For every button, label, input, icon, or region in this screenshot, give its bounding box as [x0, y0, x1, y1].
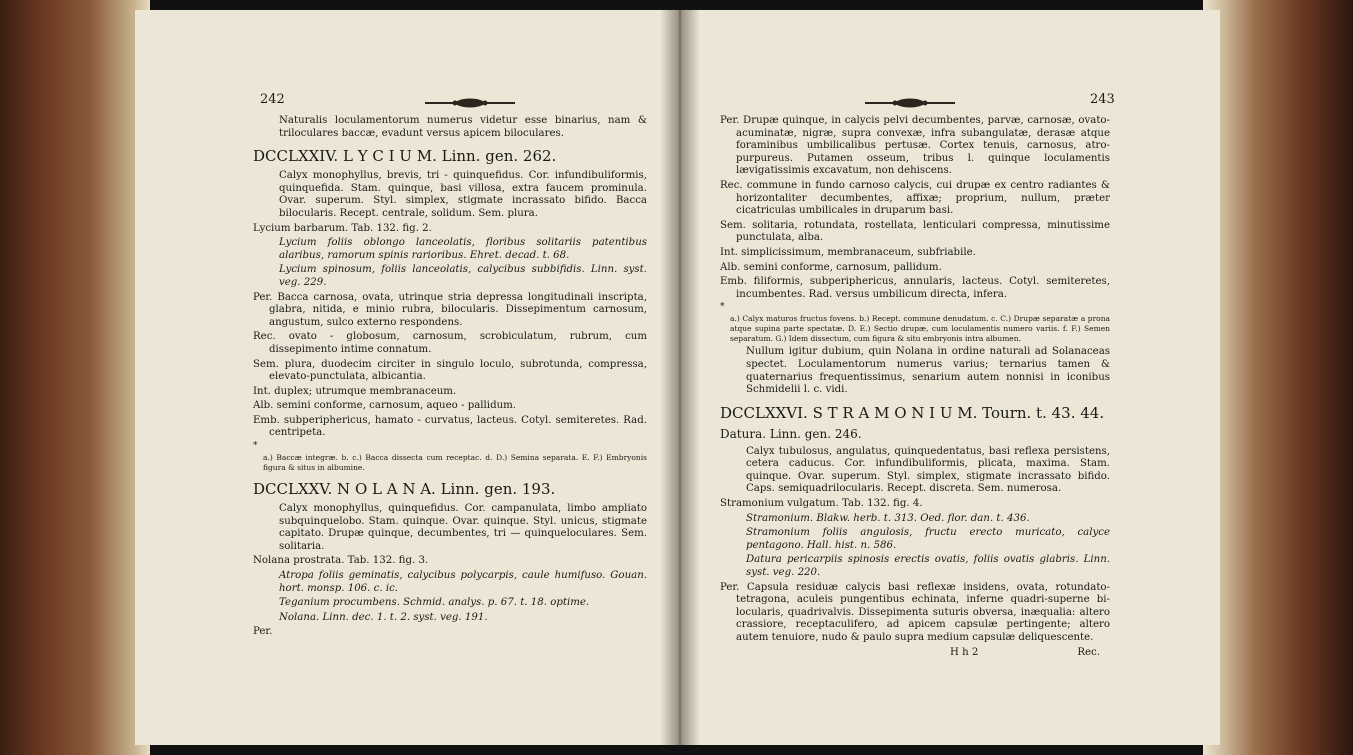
- nolana-remark: Nullum igitur dubium, quin Nolana in ordine naturali ad Solanaceas spectet. Loculamentorum numerus varius; ternarius tamen & quaternarius frequentissimus, senarium autem nonnisi in iconibus Schmidelii l. c. vidi.: [746, 346, 1110, 396]
- stramonium-species: Stramonium vulgatum. Tab. 132. fig. 4.: [720, 498, 923, 510]
- lycium-emb: Emb. subperiphericus, hamato - curvatus, lacteus. Cotyl. semiteretes. Rad. centripeta.: [253, 414, 647, 439]
- lycium-synonym-1: Lycium foliis oblongo lanceolatis, floribus solitariis patentibus alaribus, ramorum spinis rarioribus. Ehret. decad. t. 68.: [279, 237, 647, 261]
- lycium-sem: Sem. plura, duodecim circiter in singulo loculo, subrotunda, compressa, elevato-punctulata, albicantia.: [253, 358, 647, 383]
- nolana-emb: Emb. filiformis, subperiphericus, annularis, lacteus. Cotyl. semiteretes, incumbentes. Rad. versus umbilicum directa, infera.: [720, 276, 1110, 300]
- right-book-edge: [1203, 0, 1353, 755]
- left-book-edge: [0, 0, 150, 755]
- header-ornament-icon-right: [865, 98, 955, 108]
- catchword-right: Rec.: [1077, 646, 1100, 658]
- intro-text: Naturalis loculamentorum numerus videtur esse binarius, nam & triloculares baccæ, evadunt versus apicem biloculares.: [279, 115, 647, 139]
- book-gutter: [660, 10, 700, 745]
- stramonium-synonym-1: Stramonium. Blakw. herb. t. 313. Oed. flor. dan. t. 436.: [746, 512, 1030, 524]
- header-ornament-icon: [425, 98, 515, 108]
- nolana-alb: Alb. semini conforme, carnosum, pallidum.: [720, 261, 942, 273]
- lycium-alb: Alb. semini conforme, carnosum, aqueo - pallidum.: [253, 400, 517, 412]
- catchword-left: Per.: [253, 626, 273, 638]
- page-number-left: 242: [260, 92, 285, 107]
- nolana-heading: DCCLXXV. N O L A N A. Linn. gen. 193.: [253, 480, 556, 499]
- nolana-synonym-3: Nolana. Linn. dec. 1. t. 2. syst. veg. 191.: [279, 611, 488, 623]
- stramonium-subheading: Datura. Linn. gen. 246.: [720, 426, 862, 441]
- stramonium-heading: DCCLXXVI. S T R A M O N I U M. Tourn. t. 43. 44.: [720, 403, 1105, 422]
- stramonium-synonym-3: Datura pericarpiis spinosis erectis ovatis, foliis ovatis glabris. Linn. syst. veg. 220.: [746, 554, 1110, 579]
- page-footer: [720, 647, 1110, 660]
- nolana-rec: Rec. commune in fundo carnoso calycis, cui drupæ ex centro radiantes & horizontaliter decumbentes, affixæ; proprium, nullum, præter cicatriculas umbilicales in druparum basi.: [720, 179, 1110, 217]
- lycium-int: Int. duplex; utrumque membranaceum.: [253, 385, 457, 397]
- nolana-synonym-1: Atropa foliis geminatis, calycibus polycarpis, caule humifuso. Gouan. hort. monsp. 106. c. ic.: [279, 570, 647, 594]
- lycium-description: Calyx monophyllus, brevis, tri - quinquefidus. Cor. infundibuliformis, quinquefida. Stam. quinque, basi villosa, extra faucem prominula. Ovar. superum. Styl. simplex, stigmate incrassato bifido. Bacca bilocularis. Recept. centrale, solidum. Sem. plura.: [279, 170, 647, 219]
- signature-mark: H h 2: [950, 646, 979, 658]
- nolana-sem: Sem. solitaria, rotundata, rostellata, lenticulari compressa, minutissime punctulata, alba.: [720, 219, 1110, 244]
- left-page: [135, 10, 675, 745]
- nolana-per: Per. Drupæ quinque, in calycis pelvi decumbentes, parvæ, carnosæ, ovato-acuminatæ, nigræ, supra convexæ, infra subangulatæ, derasæ atque foraminibus umbilicalibus pertusæ. Cortex tenuis, carnosus, atro-purpureus. Putamen osseum, tribus l. quinque loculamentis lævigatissimis excavatum, non dehiscens.: [720, 115, 1110, 177]
- section-star-right: *: [720, 302, 725, 313]
- nolana-description: Calyx monophyllus, quinquefidus. Cor. campanulata, limbo ampliato subquinquelobo. Stam. quinque. Ovar. quinque. Styl. unicus, stigmate capitato. Drupæ quinque, decumbentes, tri — quinqueloculares. Sem. solitaria.: [279, 503, 647, 552]
- stramonium-description: Calyx tubulosus, angulatus, quinquedentatus, basi reflexa persistens, cetera caducus. Cor. infundibuliformis, plicata, maxima. Stam. quinque. Ovar. superum. Styl. simplex, stigmate incrassato bifido. Caps. semiquadrilocularis. Recept. discreta. Sem. numerosa.: [746, 445, 1110, 495]
- stramonium-synonym-2: Stramonium foliis angulosis, fructu erecto muricato, calyce pentagono. Hall. hist. n. 586.: [746, 527, 1110, 551]
- nolana-figure-note: a.) Calyx maturos fructus fovens. b.) Recept. commune denudatum. c. C.) Drupæ separatæ a prona atque supina parte spectatæ. D. E.) Sectio drupæ, cum loculamentis numero variis. f. F.) Semen separatum. G.) Idem dissectum, cum figura & situ embryonis intra albumen.: [730, 314, 1110, 344]
- lycium-species: Lycium barbarum. Tab. 132. fig. 2.: [253, 222, 432, 234]
- page-number-right: 243: [1090, 92, 1115, 107]
- lycium-heading: DCCLXXIV. L Y C I U M. Linn. gen. 262.: [253, 147, 557, 166]
- stramonium-per: Per. Capsula residuæ calycis basi reflexæ insidens, ovata, rotundato-tetragona, aculeis pungentibus echinata, inferne quadri-superne bi-locularis, quadrivalvis. Dissepimenta suturis obversa, inæqualia: altero crassiore, receptaculifero, ad apicem capsulæ pertingente; altero autem tenuiore, nudo & paulo supra medium capsulæ deliquescente.: [720, 581, 1110, 643]
- lycium-figure-note: a.) Baccæ integræ. b. c.) Bacca dissecta cum receptac. d. D.) Semina separata. E. F.) Embryonis figura & situs in albumine.: [263, 453, 647, 473]
- nolana-int: Int. simplicissimum, membranaceum, subfriabile.: [720, 246, 976, 258]
- lycium-rec: Rec. ovato - globosum, carnosum, scrobiculatum, rubrum, cum dissepimento intime connatum.: [253, 331, 647, 355]
- right-page: [680, 10, 1220, 745]
- nolana-synonym-2: Teganium procumbens. Schmid. analys. p. 67. t. 18. optime.: [279, 597, 590, 609]
- section-star: *: [253, 441, 258, 452]
- nolana-species: Nolana prostrata. Tab. 132. fig. 3.: [253, 555, 429, 567]
- lycium-synonym-2: Lycium spinosum, foliis lanceolatis, calycibus subbifidis. Linn. syst. veg. 229.: [279, 264, 647, 288]
- lycium-per: Per. Bacca carnosa, ovata, utrinque stria depressa longitudinali inscripta, glabra, nitida, e minio rubra, bilocularis. Dissepimentum carnosum, angustum, sulco externo respondens.: [253, 291, 647, 328]
